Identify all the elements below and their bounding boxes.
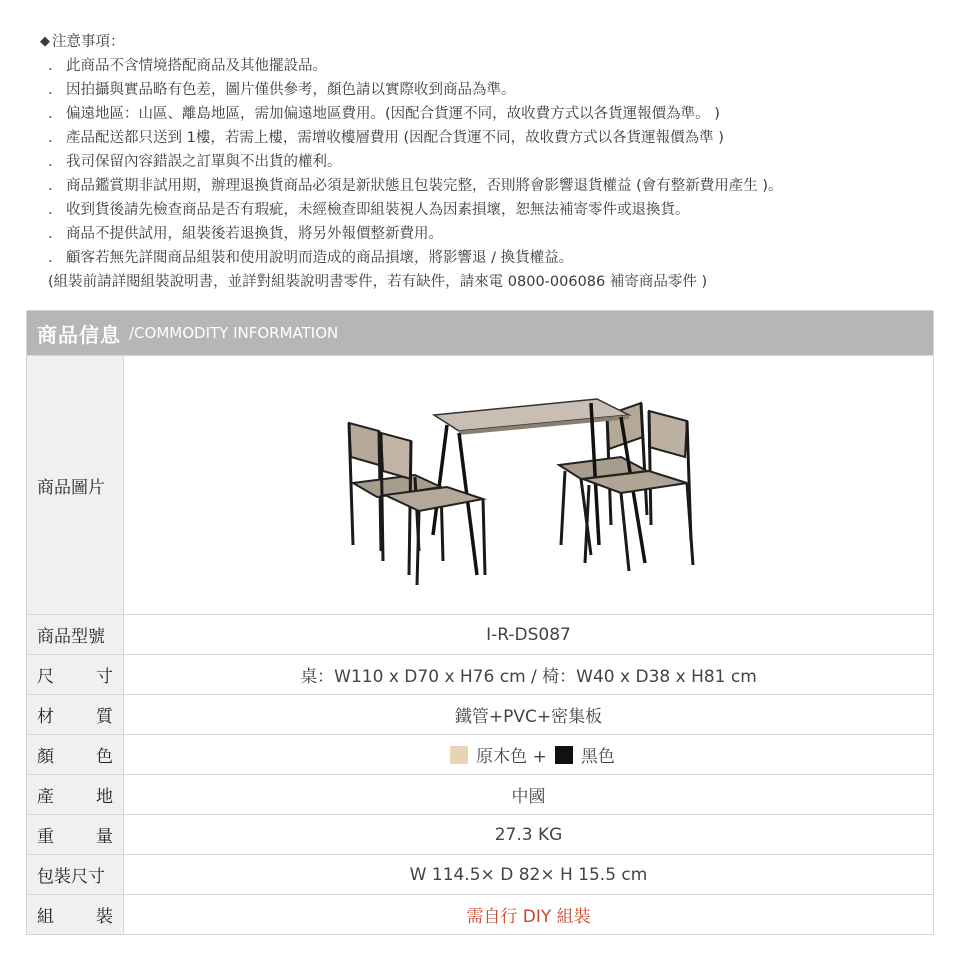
weight-label: 重 量 <box>27 815 124 854</box>
model-row <box>27 614 933 654</box>
package-row <box>27 854 933 894</box>
note-item: . 因拍攝與實品略有色差，圖片僅供參考，顏色請以實際收到商品為準。 <box>48 82 516 98</box>
notes-title-text: 注意事項： <box>52 34 125 50</box>
product-image-cell <box>124 356 933 614</box>
notes-footnote: (組裝前請詳閱組裝說明書，並詳對組裝說明書零件，若有缺件，請來電 0800-006086 補寄商品零件 ) <box>48 274 708 290</box>
color-label: 顏 色 <box>27 735 124 774</box>
product-image <box>329 375 729 595</box>
commodity-info-table <box>26 310 934 935</box>
material-value: 鐵管+PVC+密集板 <box>454 707 603 727</box>
color-swatch-wood <box>450 746 468 764</box>
notes-title <box>40 30 940 54</box>
notes-section <box>40 30 940 294</box>
note-item: . 商品鑑賞期非試用期，辦理退換貨商品必須是新狀態且包裝完整，否則將會影響退貨權益 (會有整新費用產生 )。 <box>48 178 783 194</box>
origin-row <box>27 774 933 814</box>
package-value: W 114.5× D 82× H 15.5 cm <box>409 864 648 885</box>
diamond-icon: ◆ <box>40 34 50 49</box>
material-row <box>27 694 933 734</box>
color-row <box>27 734 933 774</box>
color-value <box>124 735 933 774</box>
model-label: 商品型號 <box>27 615 124 654</box>
size-value: 桌：W110 x D70 x H76 cm / 椅：W40 x D38 x H81 cm <box>300 667 757 687</box>
origin-label: 產 地 <box>27 775 124 814</box>
color-swatch-black <box>555 746 573 764</box>
note-item: . 偏遠地區：山區、離島地區，需加偏遠地區費用。(因配合貨運不同，故收費方式以各貨運報價為準。 ) <box>48 106 720 122</box>
model-value: I-R-DS087 <box>486 624 571 645</box>
note-item: . 產品配送都只送到 1樓，若需上樓，需增收樓層費用 (因配合貨運不同，故收費方式以各貨運報價為準 ) <box>48 130 724 146</box>
image-label: 商品圖片 <box>27 356 124 614</box>
info-header <box>27 311 933 355</box>
image-row <box>27 355 933 614</box>
info-title-zh: 商品信息 <box>37 322 121 347</box>
assembly-label: 組 裝 <box>27 895 124 934</box>
size-label: 尺 寸 <box>27 655 124 694</box>
note-item: . 收到貨後請先檢查商品是否有瑕疵，未經檢查即組裝視人為因素損壞，恕無法補寄零件或退換貨。 <box>48 202 690 218</box>
material-label: 材 質 <box>27 695 124 734</box>
weight-value: 27.3 KG <box>494 824 563 845</box>
package-label: 包裝尺寸 <box>27 855 124 894</box>
size-row <box>27 654 933 694</box>
note-item: . 我司保留內容錯誤之訂單與不出貨的權利。 <box>48 154 342 170</box>
note-item: . 商品不提供試用，組裝後若退換貨，將另外報價整新費用。 <box>48 226 443 242</box>
origin-value: 中國 <box>511 787 546 807</box>
note-item: . 此商品不含情境搭配商品及其他擺設品。 <box>48 58 327 74</box>
note-item: . 顧客若無先詳閱商品組裝和使用說明而造成的商品損壞，將影響退 / 換貨權益。 <box>48 250 574 266</box>
color-2-name: 黑色 <box>580 747 615 767</box>
assembly-row <box>27 894 933 934</box>
weight-row <box>27 814 933 854</box>
assembly-value: 需自行 DIY 組裝 <box>466 907 591 927</box>
color-1-name: 原木色 + <box>476 747 547 767</box>
info-title-en: /COMMODITY INFORMATION <box>129 324 339 342</box>
